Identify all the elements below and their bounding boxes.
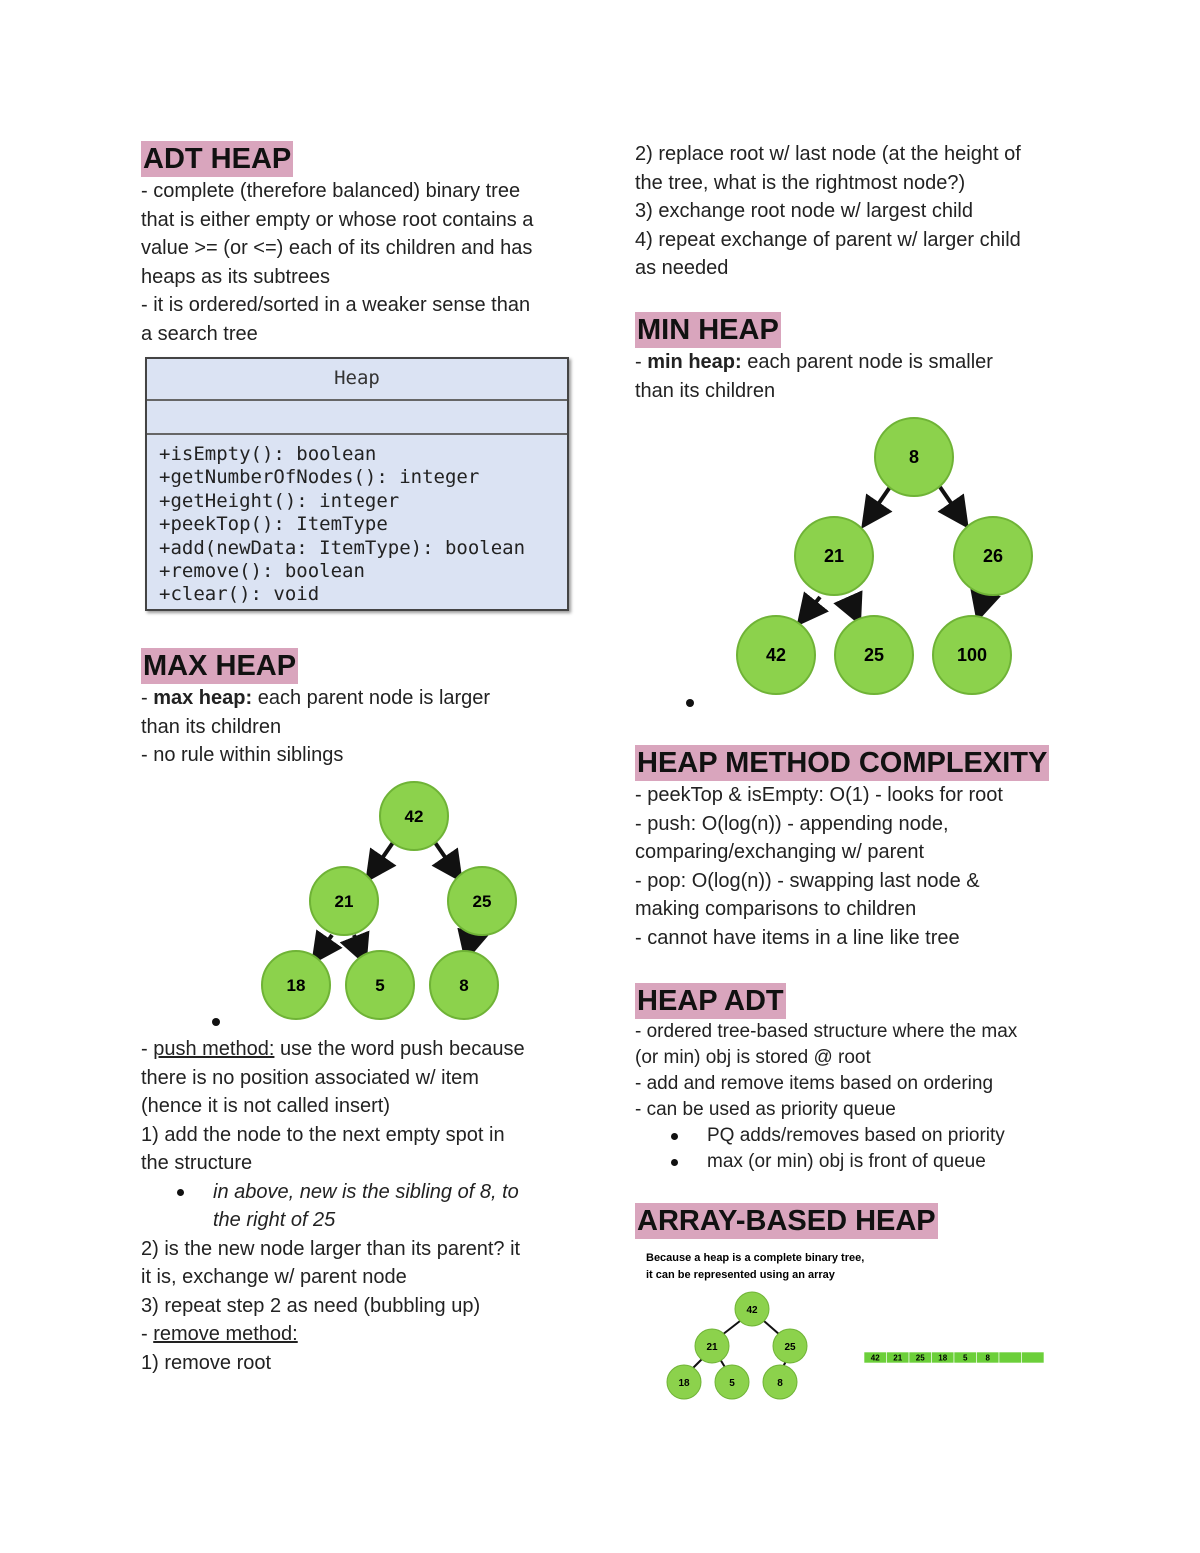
array-cell-value: 8 — [985, 1353, 990, 1363]
tree-node — [667, 1365, 701, 1399]
heap-adt-section — [635, 983, 1075, 1175]
min-heap-line: than its children — [635, 379, 776, 402]
list-item: in above, new is the sibling of 8, to the right of 25 — [141, 1178, 581, 1235]
tree-node — [773, 1329, 807, 1363]
svg-text:25: 25 — [863, 645, 885, 665]
list-item: max (or min) obj is front of queue — [635, 1149, 1075, 1175]
uml-heap-class-diagram — [145, 357, 569, 611]
array-cell-value: 21 — [893, 1353, 903, 1363]
heap-adt-line: - can be used as priority queue — [635, 1099, 896, 1120]
complexity-section — [635, 745, 1075, 952]
svg-text:21: 21 — [706, 1342, 718, 1353]
svg-text:8: 8 — [777, 1378, 783, 1389]
min-heap-heading: MIN HEAP — [637, 314, 779, 346]
uml-title: Heap — [147, 359, 567, 401]
svg-text:21: 21 — [334, 892, 354, 911]
svg-text:21: 21 — [823, 546, 845, 566]
svg-text:25: 25 — [472, 892, 492, 911]
complexity-line: making comparisons to children — [635, 898, 917, 920]
max-heap-heading: MAX HEAP — [143, 650, 297, 682]
push-method-line: 1) add the node to the next empty spot in — [141, 1123, 505, 1146]
uml-operation: +isEmpty(): boolean — [159, 443, 377, 465]
uml-operation: +remove(): boolean — [159, 560, 365, 583]
tree-node — [737, 616, 815, 694]
tree-node — [875, 418, 953, 496]
max-heap-section — [141, 648, 581, 770]
tree-node — [954, 517, 1032, 595]
svg-text:5: 5 — [375, 976, 385, 995]
right-top-section — [635, 140, 1075, 283]
tree-node — [933, 616, 1011, 694]
adt-heap-line: - it is ordered/sorted in a weaker sense than — [141, 294, 531, 316]
adt-heap-line: a search tree — [141, 322, 258, 345]
tree-node — [735, 1292, 769, 1326]
array-heap-caption: Because a heap is a complete binary tree, — [646, 1252, 865, 1264]
complexity-line: - cannot have items in a line like tree — [635, 926, 960, 949]
uml-operation: +clear(): void — [159, 583, 320, 606]
tree-node — [763, 1365, 797, 1399]
heap-adt-bullet-list — [635, 1123, 1075, 1175]
tree-node — [262, 951, 330, 1019]
uml-operation: +add(newData: ItemType): boolean — [159, 536, 526, 559]
push-method-line: (hence it is not called insert) — [141, 1095, 391, 1117]
svg-text:100: 100 — [956, 645, 988, 665]
tree-node — [835, 616, 913, 694]
heap-adt-line: (or min) obj is stored @ root — [635, 1047, 871, 1068]
tree-node — [430, 951, 498, 1019]
svg-text:42: 42 — [765, 645, 787, 665]
tree-node — [346, 951, 414, 1019]
push-method-line: 2) is the new node larger than its parent? it — [141, 1237, 521, 1260]
remove-method-intro: - remove method: — [141, 1323, 298, 1345]
max-heap-tree-diagram — [250, 775, 530, 1025]
tree-node — [695, 1329, 729, 1363]
tree-node — [380, 782, 448, 850]
uml-attributes — [147, 401, 567, 435]
tree-node — [448, 867, 516, 935]
heap-adt-line: - add and remove items based on ordering — [635, 1073, 994, 1094]
array-heap-figure — [640, 1243, 1060, 1403]
remove-step-line: 4) repeat exchange of parent w/ larger child — [635, 228, 1021, 251]
remove-step-line: 2) replace root w/ last node (at the height of — [635, 143, 1021, 165]
min-heap-definition: - min heap: each parent node is smaller — [635, 351, 993, 373]
tree-node — [310, 867, 378, 935]
array-cell — [999, 1352, 1022, 1363]
svg-text:42: 42 — [404, 807, 424, 826]
array-cell-value: 18 — [938, 1353, 948, 1363]
adt-heap-line: value >= (or <=) each of its children and has — [141, 237, 533, 259]
svg-text:8: 8 — [459, 976, 469, 995]
left-column — [141, 141, 581, 348]
min-heap-tree-diagram — [730, 415, 1050, 700]
uml-operation: +getNumberOfNodes(): integer — [159, 466, 480, 489]
push-method-line: there is no position associated w/ item — [141, 1066, 479, 1089]
adt-heap-line: - complete (therefore balanced) binary tree — [141, 180, 521, 202]
array-cell-value: 42 — [870, 1353, 880, 1363]
complexity-line: - push: O(log(n)) - appending node, — [635, 812, 949, 835]
push-method-line: 3) repeat step 2 as need (bubbling up) — [141, 1294, 481, 1317]
complexity-line: - peekTop & isEmpty: O(1) - looks for root — [635, 784, 1003, 806]
tree-node — [795, 517, 873, 595]
array-cell-value: 25 — [915, 1353, 925, 1363]
adt-heap-heading: ADT HEAP — [143, 143, 292, 175]
heap-adt-line: - ordered tree-based structure where the max — [635, 1021, 1018, 1042]
array-cell — [1022, 1352, 1045, 1363]
adt-heap-line: heaps as its subtrees — [141, 265, 330, 288]
complexity-line: - pop: O(log(n)) - swapping last node & — [635, 869, 980, 892]
svg-text:18: 18 — [286, 976, 306, 995]
complexity-heading: HEAP METHOD COMPLEXITY — [637, 747, 1048, 779]
array-row — [864, 1352, 1044, 1363]
push-method-section — [141, 1035, 581, 1377]
remove-step-line: as needed — [635, 257, 729, 279]
uml-operation: +peekTop(): ItemType — [159, 513, 388, 536]
svg-text:5: 5 — [729, 1378, 735, 1389]
svg-text:18: 18 — [678, 1378, 690, 1389]
push-method-line: it is, exchange w/ parent node — [141, 1266, 407, 1288]
remove-method-step: 1) remove root — [141, 1351, 272, 1374]
array-cell-value: 5 — [963, 1353, 968, 1363]
array-heap-caption: it can be represented using an array — [646, 1269, 835, 1281]
uml-operations — [147, 435, 567, 607]
heap-adt-heading: HEAP ADT — [637, 985, 784, 1017]
list-item: PQ adds/removes based on priority — [635, 1123, 1075, 1149]
array-heap-heading: ARRAY-BASED HEAP — [637, 1205, 936, 1237]
max-heap-line: - no rule within siblings — [141, 744, 344, 766]
tree-node — [715, 1365, 749, 1399]
complexity-line: comparing/exchanging w/ parent — [635, 841, 925, 863]
svg-text:8: 8 — [908, 447, 920, 467]
max-heap-definition: - max heap: each parent node is larger — [141, 687, 491, 709]
push-method-intro: - push method: use the word push because — [141, 1038, 525, 1060]
max-heap-line: than its children — [141, 715, 282, 738]
adt-heap-line: that is either empty or whose root contains a — [141, 208, 534, 231]
min-heap-section — [635, 312, 1075, 405]
empty-bullet — [686, 699, 694, 707]
empty-bullet — [212, 1018, 220, 1026]
push-method-line: the structure — [141, 1152, 253, 1174]
uml-operation: +getHeight(): integer — [159, 489, 400, 512]
push-bullet-list — [141, 1178, 581, 1235]
svg-text:26: 26 — [982, 546, 1004, 566]
array-heap-section — [635, 1203, 1075, 1239]
remove-step-line: 3) exchange root node w/ largest child — [635, 200, 973, 222]
svg-text:42: 42 — [746, 1305, 758, 1316]
remove-step-line: the tree, what is the rightmost node?) — [635, 171, 966, 194]
svg-text:25: 25 — [784, 1342, 796, 1353]
